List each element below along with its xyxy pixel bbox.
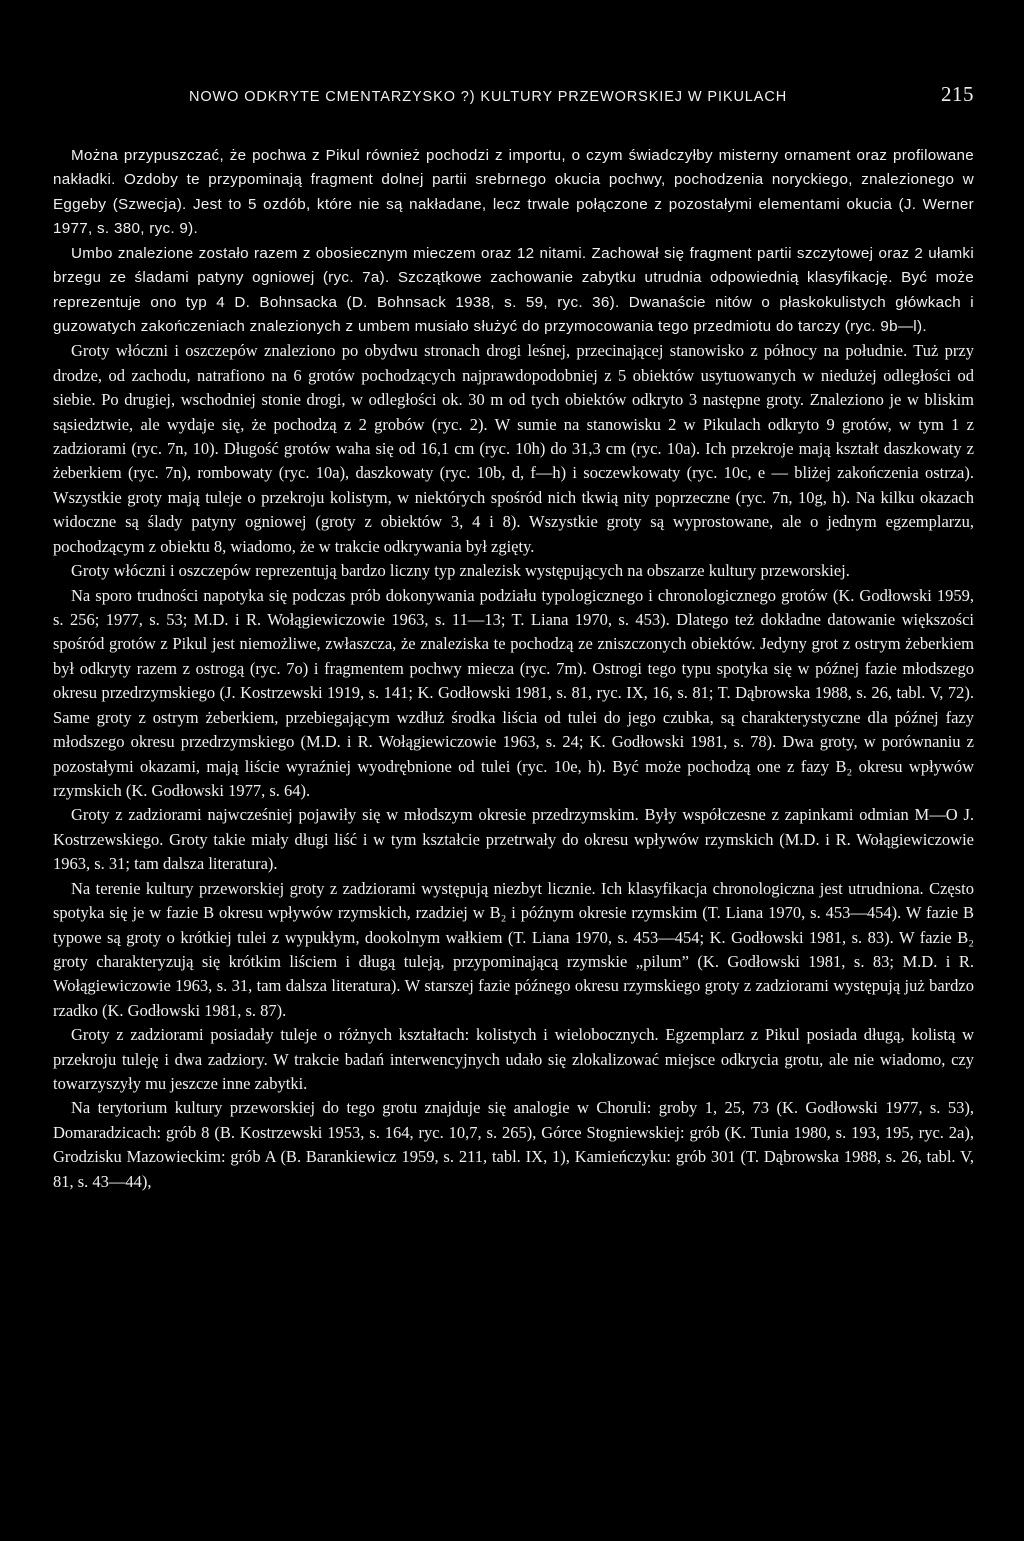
paragraph: Groty z zadziorami najwcześniej pojawiły się w młodszym okresie przedrzymskim. Były współczesne z zapinkami odmian M—O J. Kostrzewskiego. Groty takie miały długi liść i w tym kształcie przetrwały do okresu wpływów rzymskich (M.D. i R. Wołągiewiczowie 1963, s. 31; tam dalsza literatura). <box>53 805 974 874</box>
paragraph: Groty włóczni i oszczepów reprezentują bardzo liczny typ znalezisk występujących na obszarze kultury przeworskiej. <box>71 561 850 581</box>
paragraph: Na terytorium kultury przeworskiej do tego grotu znajduje się analogie w Choruli: groby 1, 25, 73 (K. Godłowski 1977, s. 53), Domaradzicach: grób 8 (B. Kostrzewski 1953, s. 164, ryc. 10,7, s. 265), Górce Stogniewskiej: grób (K. Tunia 1980, s. 193, 195, ryc. 2a), Grodzisku Mazowieckim: grób A (B. Barankiewicz 1959, s. 211, tabl. IX, 1), Kamieńczyku: grób 301 (T. Dąbrowska 1988, s. 26, tabl. V, 81, s. 43—44), <box>53 1098 974 1191</box>
paragraph: Groty włóczni i oszczepów znaleziono po obydwu stronach drogi leśnej, przecinającej stanowisko z północy na południe. Tuż przy drodze, od zachodu, natrafiono na 6 grotów pochodzących najprawdopodobniej z 5 obiektów usytuowanych w niedużej odległości od siebie. Po drugiej, wschodniej stonie drogi, w odległości ok. 30 m od tych obiektów odkryto 3 następne groty. Znaleziono je w bliskim sąsiedztwie, ale wydaje się, że pochodzą z 2 grobów (ryc. 2). W sumie na stanowisku 2 w Pikulach odkryto 9 grotów, w tym 1 z zadziorami (ryc. 7n, 10). Długość grotów waha się od 16,1 cm (ryc. 10h) do 31,3 cm (ryc. 10a). Ich przekroje mają kształt daszkowaty z żeberkiem (ryc. 7n), rombowaty (ryc. 10a), daszkowaty (ryc. 10b, d, f—h) i soczewkowaty (ryc. 10c, e — bliżej zakończenia ostrza). Wszystkie groty mają tuleje o przekroju kolistym, w niektórych spośród nich tkwią nity poprzeczne (ryc. 7n, 10g, h). Na kilku okazach widoczne są ślady patyny ogniowej (groty z obiektów 3, 4 i 8). Wszystkie groty są wyprostowane, ale o jednym egzemplarzu, pochodzącym z obiektu 8, wiadomo, że w trakcie odkrywania był zgięty. <box>53 341 974 556</box>
page-number: 215 <box>941 82 974 106</box>
paragraph: Umbo znalezione zostało razem z obosiecznym mieczem oraz 12 nitami. Zachował się fragment partii szczytowej oraz 2 ułamki brzegu ze śladami patyny ogniowej (ryc. 7a). Szczątkowe zachowanie zabytku utrudnia odpowiednią klasyfikację. Być może reprezentuje ono typ 4 D. Bohnsacka (D. Bohnsack 1938, s. 59, ryc. 36). Dwanaście nitów o płaskokulistych główkach i guzowatych zakończeniach znalezionych z umbem musiało służyć do przymocowania tego przedmiotu do tarczy (ryc. 9b—l). <box>53 244 974 335</box>
paragraph: Na sporo trudności napotyka się podczas prób dokonywania podziału typologicznego i chronologicznego grotów (K. Godłowski 1959, s. 256; 1977, s. 53; M.D. i R. Wołągiewiczowie 1963, s. 11—13; T. Liana 1970, s. 453). Dlatego też dokładne datowanie większości spośród grotów z Pikul jest niemożliwe, zwłaszcza, że znaleziska te pochodzą ze zniszczonych obiektów. Jedyny grot z ostrym żeberkiem był odkryty razem z ostrogą (ryc. 7o) i fragmentem pochwy miecza (ryc. 7m). Ostrogi tego typu spotyka się w późnej fazie młodszego okresu przedrzymskiego (J. Kostrzewski 1919, s. 141; K. Godłowski 1981, s. 81, ryc. IX, 16, s. 81; T. Dąbrowska 1988, s. 26, tabl. V, 72). Same groty z ostrym żeberkiem, przebiegającym wzdłuż środka liścia od tulei do jego czubka, są charakterystyczne dla późnej fazy młodszego okresu przedrzymskiego (M.D. i R. Wołągiewiczowie 1963, s. 24; K. Godłowski 1981, s. 78). Dwa groty, w porównaniu z pozostałymi okazami, mają liście wyraźniej wyodrębnione od tulei (ryc. 10e, h). Być może pochodzą one z fazy B₂ okresu wpływów rzymskich (K. Godłowski 1977, s. 64). <box>53 585 974 800</box>
running-header <box>189 82 974 122</box>
paragraph: Groty z zadziorami posiadały tuleje o różnych kształtach: kolistych i wielobocznych. Egzemplarz z Pikul posiada długą, kolistą w przekroju tuleję i dwa zadziory. W trakcie badań interwencyjnych udało się zlokalizować miejsce odkrycia grotu, ale nie wiadomo, czy towarzyszyły mu jeszcze inne zabytki. <box>53 1025 974 1094</box>
body-text <box>53 144 974 1194</box>
paragraph: Można przypuszczać, że pochwa z Pikul również pochodzi z importu, o czym świadczyłby misterny ornament oraz profilowane nakładki. Ozdoby te przypominają fragment dolnej partii srebrnego okucia pochwy, pochodzenia noryckiego, znalezionego w Eggeby (Szwecja). Jest to 5 ozdób, które nie są nakładane, lecz trwale połączone z pozostałymi elementami okucia (J. Werner 1977, s. 380, ryc. 9). <box>53 147 974 238</box>
paragraph: Na terenie kultury przeworskiej groty z zadziorami występują niezbyt licznie. Ich klasyfikacja chronologiczna jest utrudniona. Często spotyka się je w fazie B okresu wpływów rzymskich, rzadziej w B₂ i późnym okresie rzymskim (T. Liana 1970, s. 453—454). W fazie B typowe są groty o krótkiej tulei z wypukłym, dookolnym wałkiem (T. Liana 1970, s. 453—454; K. Godłowski 1981, s. 83). W fazie B₂ groty charakteryzują się krótkim liściem i długą tuleją, przypominającą rzymskie „pilum” (K. Godłowski 1981, s. 83; M.D. i R. Wołągiewiczowie 1963, s. 31, tam dalsza literatura). W starszej fazie późnego okresu rzymskiego groty z zadziorami występują już bardzo rzadko (K. Godłowski 1981, s. 87). <box>53 878 974 1020</box>
running-title: NOWO ODKRYTE CMENTARZYSKO ?) KULTURY PRZEWORSKIEJ W PIKULACH <box>189 89 788 105</box>
